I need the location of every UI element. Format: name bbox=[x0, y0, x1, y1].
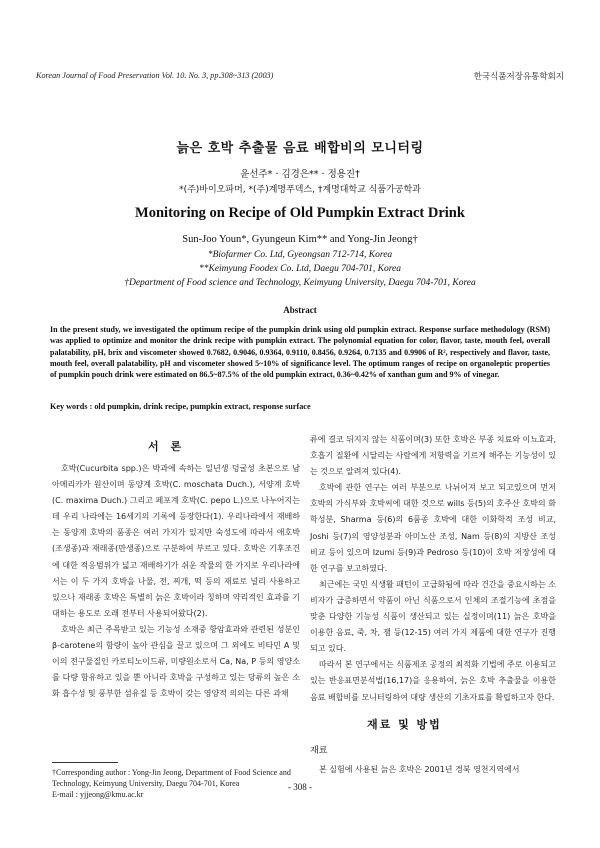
page-number: - 308 - bbox=[288, 782, 312, 792]
affiliation-3: †Department of Food science and Technology, Keimyung University, Daegu 704-701, Korea bbox=[124, 278, 476, 288]
intro-paragraph: 호박(Cucurbita spp.)은 박과에 속하는 일년생 덩굴성 초본으로 남아메리카가 원산이며 동양계 호박(C. moschata Duch.), 서양계 호박(C. maxima Duch.) 그리고 페포계 호박(C. pepo L.)으로 나누어지는데 우리 나라에는 16세기의 기록에 등장한다(1). 우리나라에서 재배하는 동양계 호박의 품종은 여러 가지가 있지만 숙성도에 따라서 애호박(조생종)과 재래종(만생종)으로 구분하여 부르고 있다. 호박은 기후조건에 대한 적응범위가 넓고 재배하기가 쉬운 작물의 한 가지로 우리나라에서는 이 두 가지 호박을 나물, 전, 찌개, 떡 등의 재료로 널리 사용하고 있으나 재래종 호박은 특별히 늙은 호박이라 칭하며 약리적인 효과를 기대하는 용도로 오래 전부터 사용되어왔다(2). bbox=[52, 464, 300, 618]
intro-paragraph: 따라서 본 연구에서는 식품제조 공정의 최적화 기법에 주로 이용되고 있는 반응표면분석법(16,17)을 응용하여, 늙은 호박 추출물을 이용한 음료 배합비를 모니터링하여 대량 생산의 기초자료를 확립하고자 한다. bbox=[310, 660, 556, 702]
english-authors: Sun-Joo Youn*, Gyungeun Kim** and Yong-Jin Jeong† bbox=[182, 234, 418, 245]
footnote-email: E-mail : yjjeong@kmu.ac.kr bbox=[52, 790, 144, 799]
intro-left-column bbox=[52, 461, 300, 702]
introduction-heading: 서 론 bbox=[148, 440, 186, 453]
abstract-text: In the present study, we investigated the optimum recipe of the pumpkin drink using old pumpkin extract. Response surface methodology (RSM) was applied to optimize and monitor the drink recipe with pumpkin extract. The polynomial equation for color, flavor, taste, mouth feel, overall palatability, pH, brix and viscometer showed 0.7682, 0.9046, 0.9364, 0.9110, 0.8456, 0.9264, 0.7135 and 0.9906 of R², respectively and flavor, taste, mouth feel, overall palatability, pH and viscometer showed 5~10% of significance level. The optimum ranges of recipe on organoleptic properties of pumpkin pouch drink were estimated on 86.5~87.5% of the old pumpkin extract, 0.36~0.42% of xanthan gum and 9% of vinegar. bbox=[50, 325, 550, 380]
society-header: 한국식품저장유통학회지 bbox=[473, 72, 564, 82]
intro-right-column bbox=[310, 432, 556, 706]
journal-header: Korean Journal of Food Preservation Vol. 10. No. 3, pp.308~313 (2003) bbox=[36, 71, 274, 80]
intro-paragraph: 호박에 관한 연구는 여러 부분으로 나뉘어져 보고 되고있으며 먼저 호박의 가식부와 호박씨에 대한 것으로 wills 등(5)의 호주산 호박의 화학성분, Sharma 등(6)의 6품종 호박에 대한 이화학적 조성 비교, Joshi 등(7)의 영양성분과 아미노산 조성, Nam 등(8)의 지방산 조성 비교 등이 있으며 Izumi 등(9)과 Pedroso 등(10)이 호박 저장성에 대한 연구를 보고하였다. bbox=[310, 483, 556, 573]
materials-paragraph: 본 실험에 사용된 늙은 호박은 2001년 경북 영천지역에서 bbox=[319, 765, 520, 774]
intro-paragraph: 류에 결코 뒤지지 않는 식품이며(3) 또한 호박은 부종 치료와 이뇨효과, 호흡기 질환에 시달리는 사람에게 저항력을 기르게 해주는 기능성이 있는 것으로 알려져 있다(4). bbox=[310, 435, 556, 477]
korean-affiliations: *(주)바이오파머, *(주)계명푸덱스, †계명대학교 식품가공학과 bbox=[179, 185, 421, 195]
materials-subheading: 재료 bbox=[310, 746, 328, 756]
keywords: Key words : old pumpkin, drink recipe, pumpkin extract, response surface bbox=[50, 402, 311, 411]
footnote-line: †Corresponding author : Yong-Jin Jeong, Department of Food Science and Technology, Keimyung University, Daegu 704-701, Korea bbox=[52, 768, 291, 788]
materials-column bbox=[310, 762, 556, 778]
affiliation-1: *Biofarmer Co. Ltd, Gyeongsan 712-714, Korea bbox=[207, 250, 393, 260]
english-title: Monitoring on Recipe of Old Pumpkin Extract Drink bbox=[135, 205, 465, 221]
intro-paragraph: 최근에는 국민 식생활 패턴이 고급화됨에 따라 건간을 중요시하는 소비자가 급증하면서 약품이 아닌 식품으로서 인체의 조절기능에 초점을 맞춘 다양한 기능성 식품이 생산되고 있는 실정이며(11) 늙은 호박을 이용한 음료, 죽, 차, 잼 등(12-15) 여러 가지 제품에 대한 연구가 진행되고 있다. bbox=[310, 579, 556, 654]
korean-title: 늙은 호박 추출물 음료 배합비의 모니터링 bbox=[176, 141, 424, 156]
methods-heading: 재료 및 방법 bbox=[367, 718, 442, 731]
affiliation-2: **Keimyung Foodex Co. Ltd, Daegu 704-701, Korea bbox=[198, 264, 402, 274]
intro-paragraph: 호박은 최근 주목받고 있는 기능성 소재중 항암효과와 관련된 성분인 β-carotene의 함량이 높아 관심을 끌고 있으며 그 외에도 비타민 A 및 이의 전구물질인 카로티노이드류, 미량원소로서 Ca, Na, P 등의 영양소를 다량 함유하고 있을 뿐 아니라 호박을 구성하고 있는 당류의 높은 소화 흡수성 및 풍부한 섬유질 등 호박이 갖는 영양적 의의는 다른 과채 bbox=[52, 624, 300, 699]
footnote-divider bbox=[52, 762, 118, 763]
abstract-heading: Abstract bbox=[283, 305, 317, 315]
korean-authors: 윤선주* · 김경은** · 정용진† bbox=[240, 169, 360, 180]
